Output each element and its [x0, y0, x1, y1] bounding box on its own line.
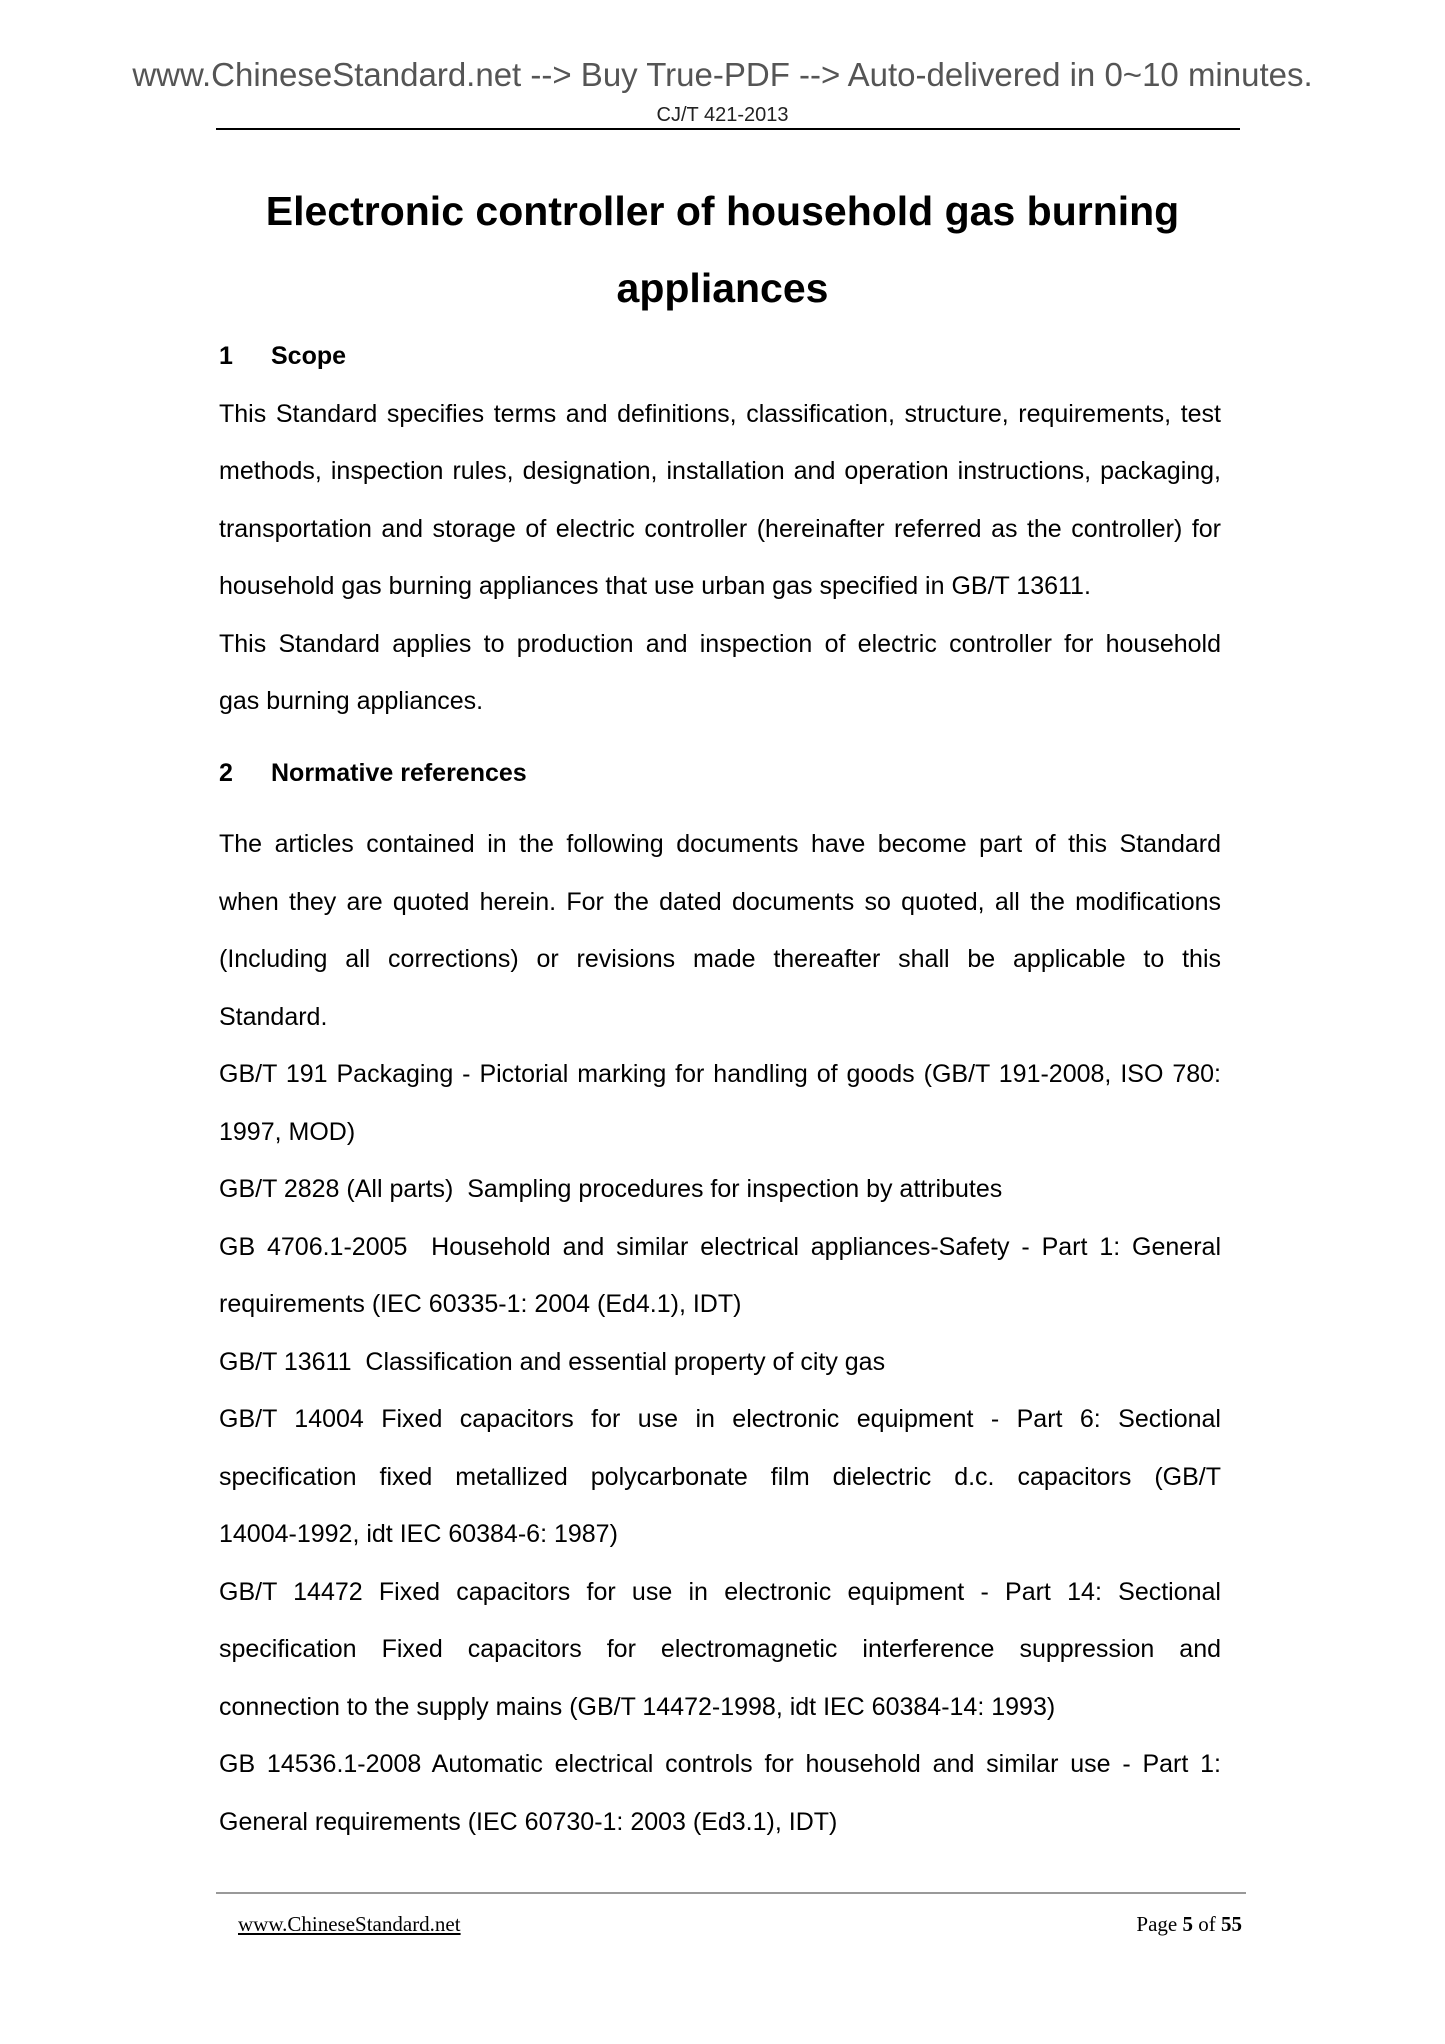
paragraph-line: specification Fixed capacitors for electromagnetic interference suppression and — [219, 1635, 1221, 1663]
paragraph-line: household gas burning appliances that use urban gas specified in GB/T 13611. — [219, 572, 1091, 600]
promo-banner: www.ChineseStandard.net --> Buy True-PDF --> Auto-delivered in 0~10 minutes. — [132, 56, 1313, 93]
paragraph-line: (Including all corrections) or revisions made thereafter shall be applicable to this — [219, 945, 1221, 973]
footer-divider — [216, 1892, 1246, 1894]
paragraph-line: GB/T 14472 Fixed capacitors for use in electronic equipment - Part 14: Sectional — [219, 1577, 1221, 1606]
paragraph — [219, 1736, 1221, 1851]
paragraph-line: requirements (IEC 60335-1: 2004 (Ed4.1), IDT) — [219, 1290, 742, 1318]
page-label: Page — [1136, 1912, 1178, 1936]
paragraph — [219, 816, 1221, 1046]
section-number: 1 — [219, 342, 233, 370]
paragraph-line: Standard. — [219, 1002, 328, 1031]
total-pages: 55 — [1221, 1912, 1242, 1936]
section-title: Normative references — [271, 758, 527, 787]
header-divider — [216, 128, 1240, 130]
paragraph — [219, 1564, 1221, 1737]
paragraph — [219, 1046, 1221, 1161]
paragraph-line: transportation and storage of electric controller (hereinafter referred as the controller) for — [219, 514, 1221, 543]
document-number: CJ/T 421-2013 — [656, 104, 789, 126]
paragraph-line: GB 4706.1-2005 Household and similar electrical appliances-Safety - Part 1: General — [219, 1232, 1221, 1261]
section-heading — [219, 328, 1221, 386]
paragraph — [219, 1161, 1221, 1219]
section-number: 2 — [219, 758, 233, 787]
paragraph — [219, 1334, 1221, 1392]
page-of: of — [1198, 1912, 1216, 1936]
section-title: Scope — [271, 342, 347, 370]
paragraph-line: General requirements (IEC 60730-1: 2003 (Ed3.1), IDT) — [219, 1807, 838, 1836]
paragraph-line: This Standard specifies terms and definitions, classification, structure, requirements, test — [219, 399, 1221, 428]
paragraph-line: GB/T 13611 Classification and essential property of city gas — [219, 1347, 886, 1376]
paragraph-line: This Standard applies to production and inspection of electric controller for household — [219, 629, 1221, 658]
paragraph — [219, 1391, 1221, 1564]
paragraph-line: 1997, MOD) — [219, 1117, 356, 1146]
paragraph-line: GB/T 14004 Fixed capacitors for use in electronic equipment - Part 6: Sectional — [219, 1405, 1221, 1433]
document-body — [219, 328, 1221, 1851]
paragraph-line: specification fixed metallized polycarbonate film dielectric d.c. capacitors (GB/T — [219, 1462, 1221, 1491]
current-page: 5 — [1182, 1912, 1193, 1936]
footer-website-link[interactable]: www.ChineseStandard.net — [238, 1912, 461, 1936]
paragraph-line: methods, inspection rules, designation, installation and operation instructions, packaging, — [219, 457, 1221, 485]
paragraph-line: GB 14536.1-2008 Automatic electrical controls for household and similar use - Part 1: — [219, 1750, 1221, 1778]
document-title-line-2: appliances — [616, 265, 829, 311]
paragraph-line: GB/T 191 Packaging - Pictorial marking for handling of goods (GB/T 191-2008, ISO 780: — [219, 1060, 1221, 1088]
paragraph-line: gas burning appliances. — [219, 687, 484, 715]
paragraph — [219, 1219, 1221, 1334]
section-heading — [219, 745, 1221, 803]
paragraph-line: GB/T 2828 (All parts) Sampling procedures for inspection by attributes — [219, 1175, 1003, 1203]
paragraph-line: The articles contained in the following documents have become part of this Standard — [219, 830, 1221, 858]
document-title-line-1: Electronic controller of household gas burning — [265, 188, 1180, 234]
paragraph — [219, 386, 1221, 616]
paragraph-line: connection to the supply mains (GB/T 14472-1998, idt IEC 60384-14: 1993) — [219, 1692, 1056, 1721]
paragraph-line: 14004-1992, idt IEC 60384-6: 1987) — [219, 1520, 618, 1548]
paragraph — [219, 616, 1221, 731]
page-indicator — [1136, 1912, 1242, 1937]
paragraph-line: when they are quoted herein. For the dated documents so quoted, all the modifications — [219, 887, 1221, 916]
